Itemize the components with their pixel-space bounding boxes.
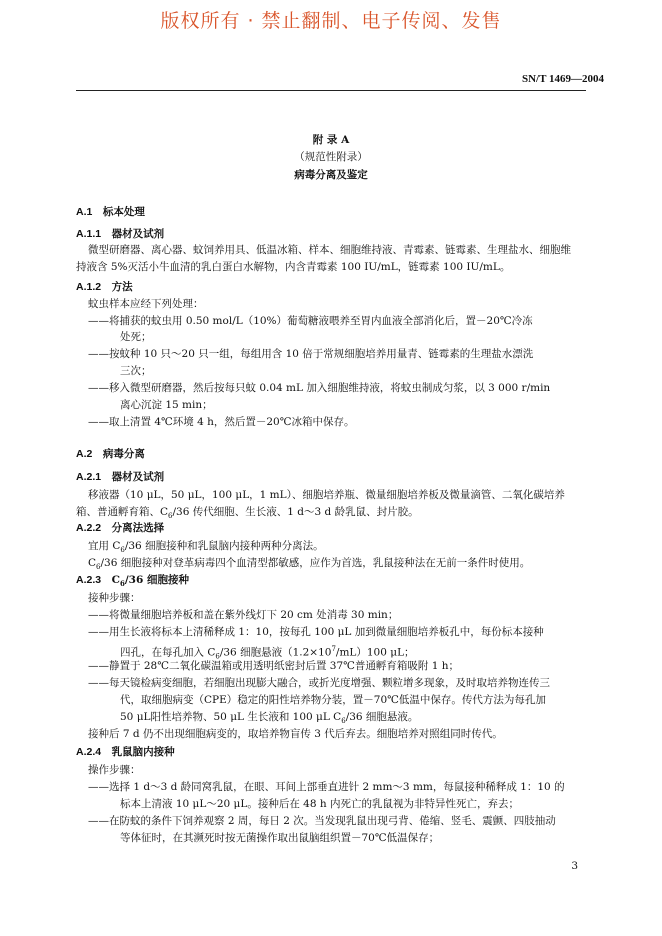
text-line: $C_6/36$ 细胞接种对登革病毒四个血清型都敏感，应作为首选，乳鼠接种法在无前一条件时使用。 — [88, 557, 531, 572]
text-line: 微型研磨器、离心器、蚊饲养用具、低温冰箱、样本、细胞维持液、青霉素、链霉素、生理盐水、细胞维 — [88, 244, 571, 256]
text-line: ——选择 1 d～3 d 龄同窝乳鼠，在眼、耳间上部垂直进针 2 mm～3 mm，每鼠接种稀释成 1：10 的 — [88, 781, 565, 793]
text-line: ——每天镜检病变细胞，若细胞出现膨大融合，或折光度增强、颗粒增多现象，及时取培养物连传三 — [88, 677, 550, 689]
text-line: A.2 病毒分离 — [76, 448, 145, 460]
text-line: ——用生长液将标本上清稀释成 1：10，按每孔 100 μL 加到微量细胞培养板孔中，每份标本接种 — [88, 626, 544, 638]
text-line: A.1.1 器材及试剂 — [76, 228, 165, 240]
text-line: ——移入微型研磨器，然后按每只蚊 0.04 mL 加入细胞维持液，将蚊虫制成匀浆，以 3 000 r/min — [88, 382, 551, 394]
text-line: 蚊虫样本应经下列处理： — [88, 298, 204, 310]
text-line: 离心沉淀 15 min； — [120, 399, 213, 411]
copyright-banner: 版权所有 · 禁止翻制、电子传阅、发售 — [160, 10, 502, 32]
text-line: 四孔，在每孔加入 $C_6/36$ 细胞悬液$(1.2\times 10^7/mL)100$ μL； — [120, 645, 415, 661]
appendix-heading: 病毒分离及鉴定 — [294, 169, 368, 181]
text-line: 等体征时，在其濒死时按无菌操作取出鼠脑组织置－70℃低温保存； — [120, 832, 440, 844]
text-line: 宜用 $C_6/36$ 细胞接种和乳鼠脑内接种两种分离法。 — [88, 540, 324, 555]
appendix-subtitle: （规范性附录） — [294, 151, 368, 163]
text-line: 接种后 7 d 仍不出现细胞病变的，取培养物盲传 3 代后弃去。细胞培养对照组同时传代。 — [88, 728, 503, 740]
text-line: A.2.4 乳鼠脑内接种 — [76, 746, 175, 758]
text-line: A.1.2 方法 — [76, 281, 133, 293]
text-line: ——静置于 28℃二氧化碳温箱或用透明纸密封后置 37℃普通孵育箱吸附 1 h； — [88, 660, 460, 672]
page-number: 3 — [571, 860, 578, 872]
text-line: 移液器（10 μL，50 μL，100 μL，1 mL）、细胞培养瓶、微量细胞培养板及微量滴管、二氧化碳培养 — [88, 489, 565, 501]
text-line: 标本上清液 10 μL～20 μL。接种后在 48 h 内死亡的乳鼠视为非特异性死亡，弃去； — [120, 798, 519, 810]
text-line: A.2.1 器材及试剂 — [76, 471, 165, 483]
text-line: 箱、普通孵育箱、$C_6/36$ 传代细胞、生长液、1 d～3 d 龄乳鼠、封片胶。 — [76, 506, 419, 521]
text-line: 操作步骤： — [88, 764, 141, 776]
text-line: ——将捕获的蚊虫用 0.50 mol/L（10%）葡萄糖液喂养至胃内血液全部消化后，置－20℃冷冻 — [88, 315, 533, 327]
appendix-title: 附 录 A — [312, 134, 350, 146]
text-line: A.1 标本处理 — [76, 206, 145, 218]
text-line: 处死； — [120, 331, 152, 343]
text-line: 接种步骤： — [88, 592, 141, 604]
text-line: ——将微量细胞培养板和盖在紫外线灯下 20 cm 处消毒 30 min； — [88, 609, 399, 621]
text-line: ——取上清置 4℃环境 4 h，然后置－20℃冰箱中保存。 — [88, 416, 355, 428]
standard-number: SN/T 1469—2004 — [521, 73, 604, 85]
text-line: 三次； — [120, 365, 152, 377]
text-line: 持液含 5%灭活小牛血清的乳白蛋白水解物，内含青霉素 100 IU/mL，链霉素 100 IU/mL。 — [76, 261, 511, 273]
text-line: A.2.2 分离法选择 — [76, 522, 165, 534]
text-line: A.2.3 $C_6/36$ 细胞接种 — [76, 574, 189, 589]
text-line: ——在防蚊的条件下饲养观察 2 周，每日 2 次。当发现乳鼠出现弓背、倦缩、竖毛、震颤、四肢抽动 — [88, 815, 556, 827]
text-line: 代，取细胞病变（CPE）稳定的阳性培养物分装，置－70℃低温中保存。传代方法为每孔加 — [120, 694, 546, 706]
text-line: ——按蚊种 10 只～20 只一组，每组用含 10 倍于常规细胞培养用量青、链霉素的生理盐水漂洗 — [88, 348, 534, 360]
text-line: 50 μL阳性培养物、50 μL 生长液和 100 μL $C_6/36$ 细胞悬液。 — [120, 711, 419, 726]
header-rule — [76, 90, 586, 91]
